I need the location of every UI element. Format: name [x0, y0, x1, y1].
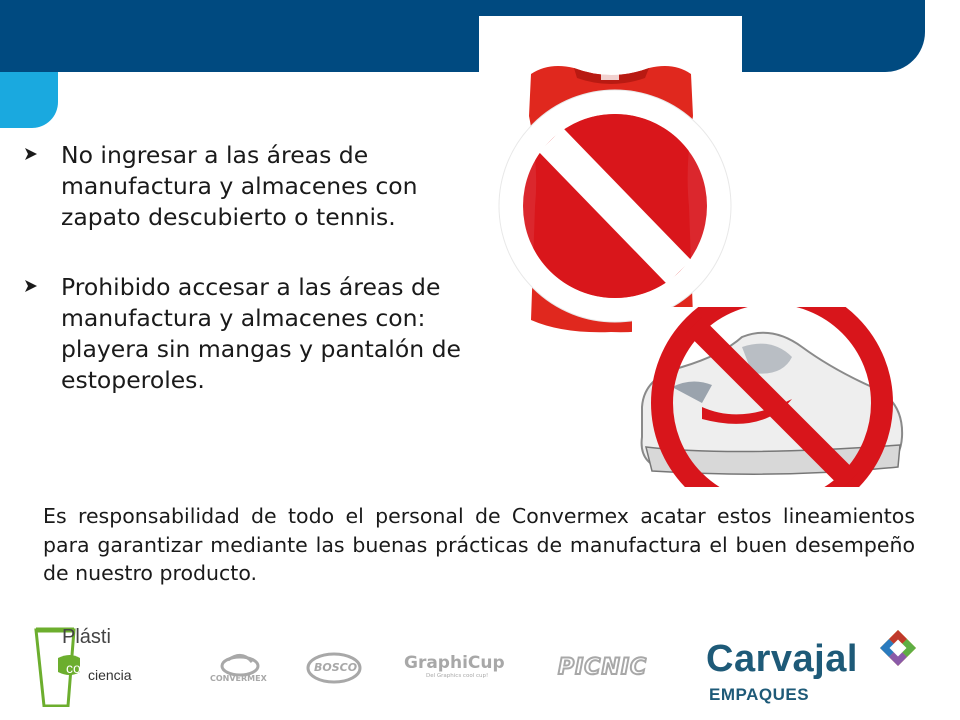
- rule-text: No ingresar a las áreas de manufactura y almacenes con zapato descubierto o tennis.: [61, 141, 418, 231]
- header-band: [0, 0, 925, 72]
- graphicup-tagline: Del Graphics cool cup!: [426, 673, 489, 679]
- carvajal-wordmark: Carvajal: [706, 638, 858, 680]
- plasti-con-ciencia-logo: [30, 622, 160, 707]
- graphicup-logo: [404, 653, 518, 683]
- rule-text: Prohibido accesar a las áreas de manufactura y almacenes con: playera sin mangas y pantalón de estoperoles.: [61, 273, 461, 394]
- graphicup-wordmark: GraphiCup: [404, 653, 505, 673]
- empaques-wordmark: EMPAQUES: [709, 685, 810, 704]
- ciencia-word: ciencia: [88, 667, 132, 683]
- no-sneakers-image: [632, 307, 912, 487]
- con-word: con: [66, 660, 89, 676]
- plasti-word: Plásti: [62, 626, 111, 648]
- no-sleeveless-shirt-image: [479, 16, 742, 346]
- header-accent-tab: [0, 72, 58, 128]
- convermex-logo: [208, 648, 272, 694]
- rule-item: [25, 272, 495, 396]
- arrow-bullet-icon: [25, 148, 37, 160]
- arrow-bullet-icon: [25, 280, 37, 292]
- responsibility-paragraph: Es responsabilidad de todo el personal de Convermex acatar estos lineamientos para garantizar mediante las buenas prácticas de manufactura el buen desempeño de nuestro producto.: [43, 504, 915, 585]
- carvajal-empaques-logo: [706, 628, 926, 708]
- bosco-logo: [304, 648, 364, 692]
- rules-list: [25, 140, 495, 435]
- prohibition-sign-icon: [499, 90, 731, 322]
- bosco-wordmark: BOSCO: [314, 661, 358, 674]
- carvajal-emblem-icon: [878, 628, 918, 668]
- convermex-wordmark: CONVERMEX: [210, 674, 267, 683]
- rule-item: [25, 140, 495, 233]
- picnic-wordmark: PICNIC: [558, 655, 648, 680]
- picnic-logo: [558, 655, 648, 685]
